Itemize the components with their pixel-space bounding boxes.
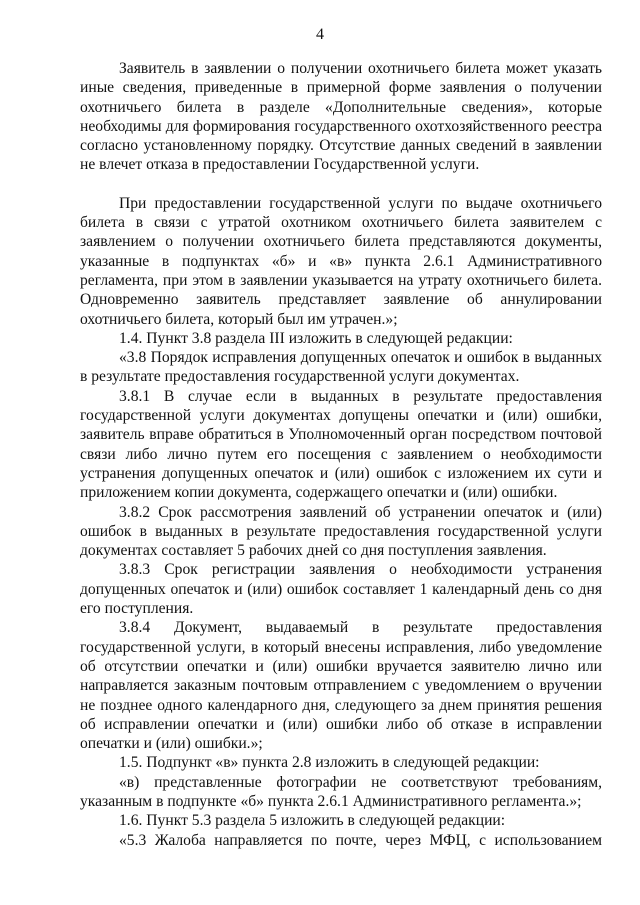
paragraph-subitem-v: «в) представленные фотографии не соответствуют требованиям, указанным в подпункте «б» пункта 2.6.1 Административного регламента.»; [80, 773, 602, 810]
paragraph-additional-info: Заявитель в заявлении о получении охотничьего билета может указать иные сведения, приведенные в примерной форме заявления о получении охотничьего билета в разделе «Дополнительные сведения», которые необходимы для формирования государственного охотхозяйственного реестра согласно установленному порядку. Отсутствие данных сведений в заявлении не влечет отказа в предоставлении Государственной услуги. [80, 60, 602, 174]
paragraph-item-5-3: «5.3 Жалоба направляется по почте, через МФЦ, с использованием [119, 831, 602, 849]
paragraph-item-3-8-1: 3.8.1 В случае если в выданных в результате предоставления государственной услуги документах допущены опечатки и (или) ошибки, заявитель вправе обратиться в Уполномоченный орган посредством почтовой связи либо лично путем его посещения с заявлением о необходимости устранения допущенных опечаток и (или) ошибок с изложением их сути и приложением копии документа, содержащего опечатки и (или) ошибки. [80, 387, 602, 502]
document-body [80, 59, 602, 850]
page-number: 4 [316, 26, 324, 43]
paragraph-item-1-6: 1.6. Пункт 5.3 раздела 5 изложить в следующей редакции: [119, 812, 506, 830]
paragraph-item-3-8-2: 3.8.2 Срок рассмотрения заявлений об устранении опечаток и (или) ошибок в выданных в результате предоставления государственной услуги документах составляет 5 рабочих дней со дня поступления заявления. [80, 503, 602, 560]
paragraph-item-1-5: 1.5. Подпункт «в» пункта 2.8 изложить в следующей редакции: [119, 754, 540, 772]
paragraph-lost-ticket: При предоставлении государственной услуги по выдаче охотничьего билета в связи с утратой охотником охотничьего билета заявителем с заявлением о получении охотничьего билета представляются документы, указанные в подпунктах «б» и «в» пункта 2.6.1 Административного регламента, при этом в заявлении указывается на утрату охотничьего билета. Одновременно заявитель представляет заявление об аннулировании охотничьего билета, который был им утрачен.»; [80, 194, 602, 328]
paragraph-item-1-4: 1.4. Пункт 3.8 раздела III изложить в следующей редакции: [119, 329, 513, 347]
paragraph-item-3-8-4: 3.8.4 Документ, выдаваемый в результате предоставления государственной услуги, в который внесены исправления, либо уведомление об отсутствии опечатки и (или) ошибки вручается заявителю лично или направляется заказным почтовым отправлением с уведомлением о вручении не позднее одного календарного дня, следующего за днем принятия решения об исправлении опечатки и (или) ошибки либо об отказе в исправлении опечатки и (или) ошибки.»; [80, 619, 602, 753]
paragraph-item-3-8-3: 3.8.3 Срок регистрации заявления о необходимости устранения допущенных опечаток и (или) ошибок составляет 1 календарный день со дня его поступления. [80, 561, 602, 618]
paragraph-item-3-8: «3.8 Порядок исправления допущенных опечаток и ошибок в выданных в результате предоставления государственной услуги документах. [80, 349, 602, 386]
